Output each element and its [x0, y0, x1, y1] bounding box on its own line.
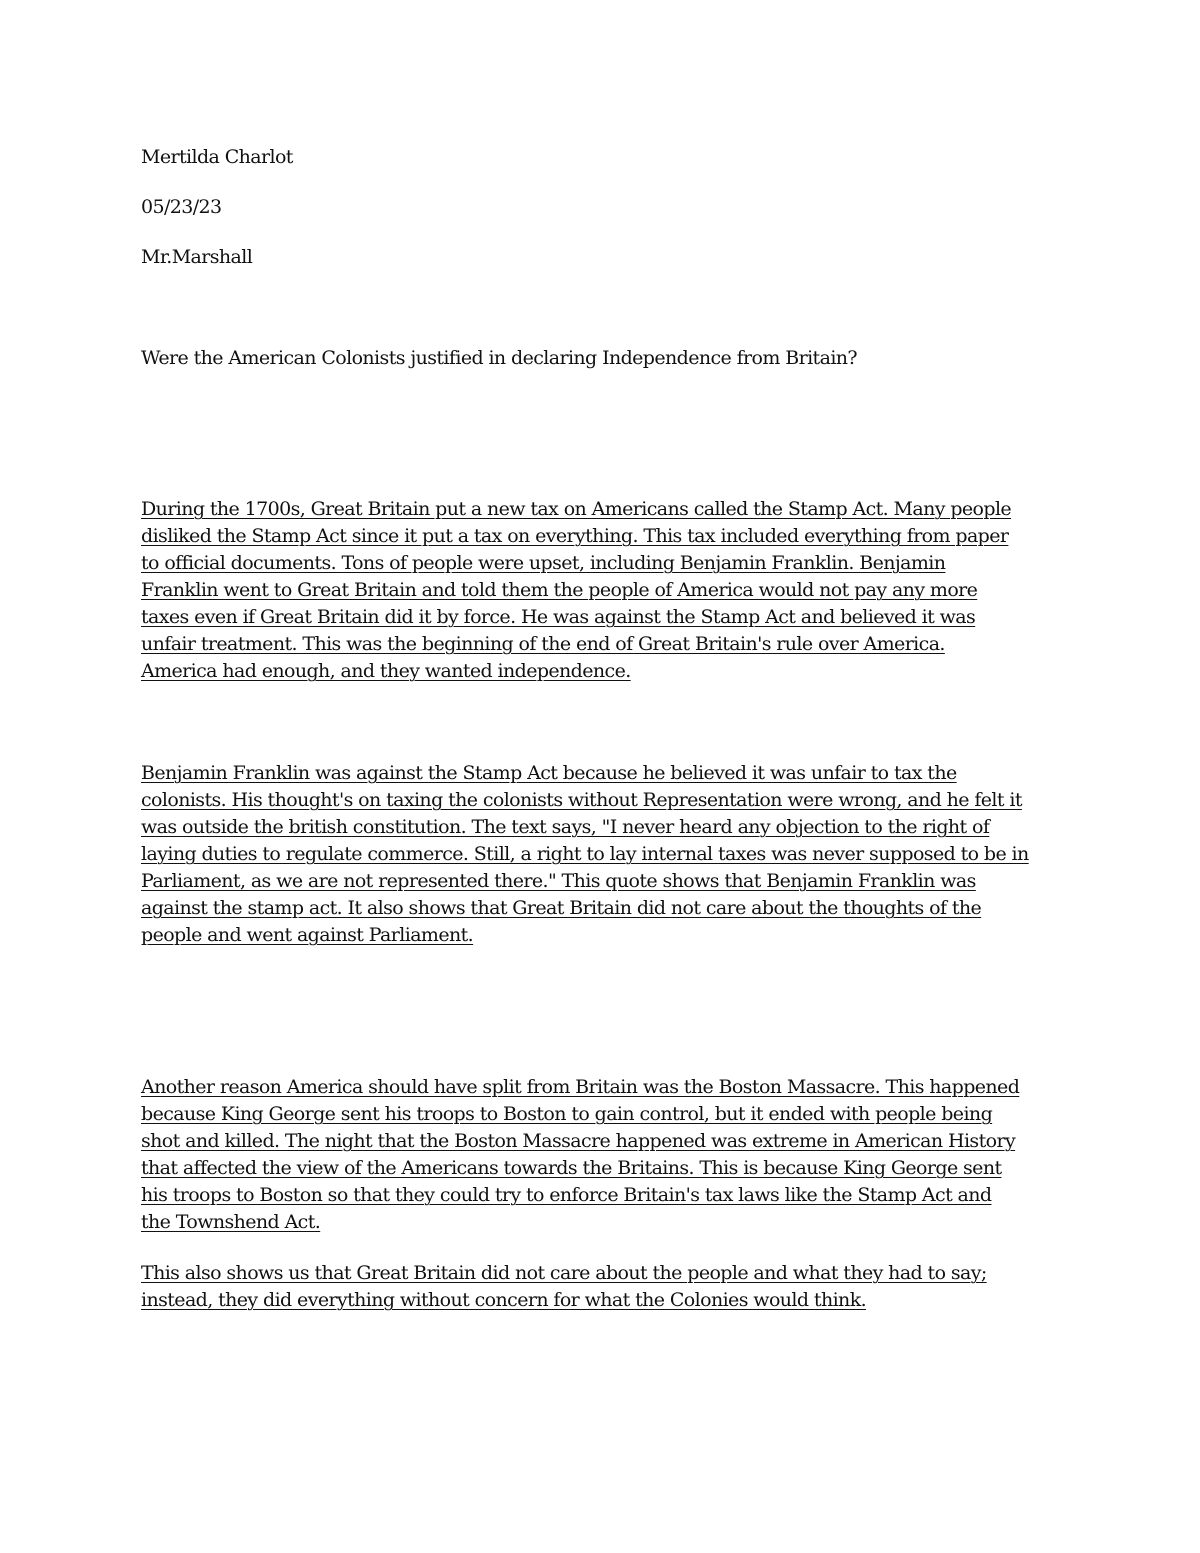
paragraph-line: was outside the british constitution. The text says, "I never heard any objection to the right of [141, 816, 990, 838]
paragraph-line: taxes even if Great Britain did it by force. He was against the Stamp Act and believed it was [141, 606, 976, 628]
paragraph-3 [141, 1074, 1071, 1236]
paragraph-2 [141, 760, 1071, 949]
paragraph-line: Benjamin Franklin was against the Stamp Act because he believed it was unfair to tax the [141, 762, 957, 784]
student-name: Mertilda Charlot [141, 146, 293, 168]
paragraph-line: the Townshend Act. [141, 1211, 321, 1233]
paragraph-line: that affected the view of the Americans towards the Britains. This is because King George sent [141, 1157, 1002, 1179]
paragraph-line: against the stamp act. It also shows that Great Britain did not care about the thoughts of the [141, 897, 982, 919]
paragraph-line: instead, they did everything without concern for what the Colonies would think. [141, 1289, 867, 1311]
paragraph-line: America had enough, and they wanted independence. [141, 660, 631, 682]
paragraph-line: his troops to Boston so that they could try to enforce Britain's tax laws like the Stamp Act and [141, 1184, 992, 1206]
paragraph-line: Franklin went to Great Britain and told them the people of America would not pay any more [141, 579, 978, 601]
paragraph-line: disliked the Stamp Act since it put a tax on everything. This tax included everything from paper [141, 525, 1009, 547]
paragraph-line: laying duties to regulate commerce. Still, a right to lay internal taxes was never supposed to be in [141, 843, 1029, 865]
paragraph-line: During the 1700s, Great Britain put a new tax on Americans called the Stamp Act. Many people [141, 498, 1012, 520]
paragraph-line: Another reason America should have split from Britain was the Boston Massacre. This happened [141, 1076, 1020, 1098]
date: 05/23/23 [141, 196, 222, 218]
teacher-name: Mr.Marshall [141, 246, 253, 268]
essay-question: Were the American Colonists justified in declaring Independence from Britain? [141, 347, 858, 369]
paragraph-line: Parliament, as we are not represented there." This quote shows that Benjamin Franklin was [141, 870, 976, 892]
paragraph-4 [141, 1260, 1071, 1314]
paragraph-line: shot and killed. The night that the Boston Massacre happened was extreme in American History [141, 1130, 1016, 1152]
paragraph-line: colonists. His thought's on taxing the colonists without Representation were wrong, and he felt it [141, 789, 1022, 811]
paragraph-line: people and went against Parliament. [141, 924, 474, 946]
paragraph-line: because King George sent his troops to Boston to gain control, but it ended with people being [141, 1103, 993, 1125]
paragraph-line: This also shows us that Great Britain did not care about the people and what they had to say; [141, 1262, 987, 1284]
paragraph-line: unfair treatment. This was the beginning of the end of Great Britain's rule over America. [141, 633, 945, 655]
paragraph-line: to official documents. Tons of people were upset, including Benjamin Franklin. Benjamin [141, 552, 946, 574]
paragraph-1 [141, 496, 1071, 685]
